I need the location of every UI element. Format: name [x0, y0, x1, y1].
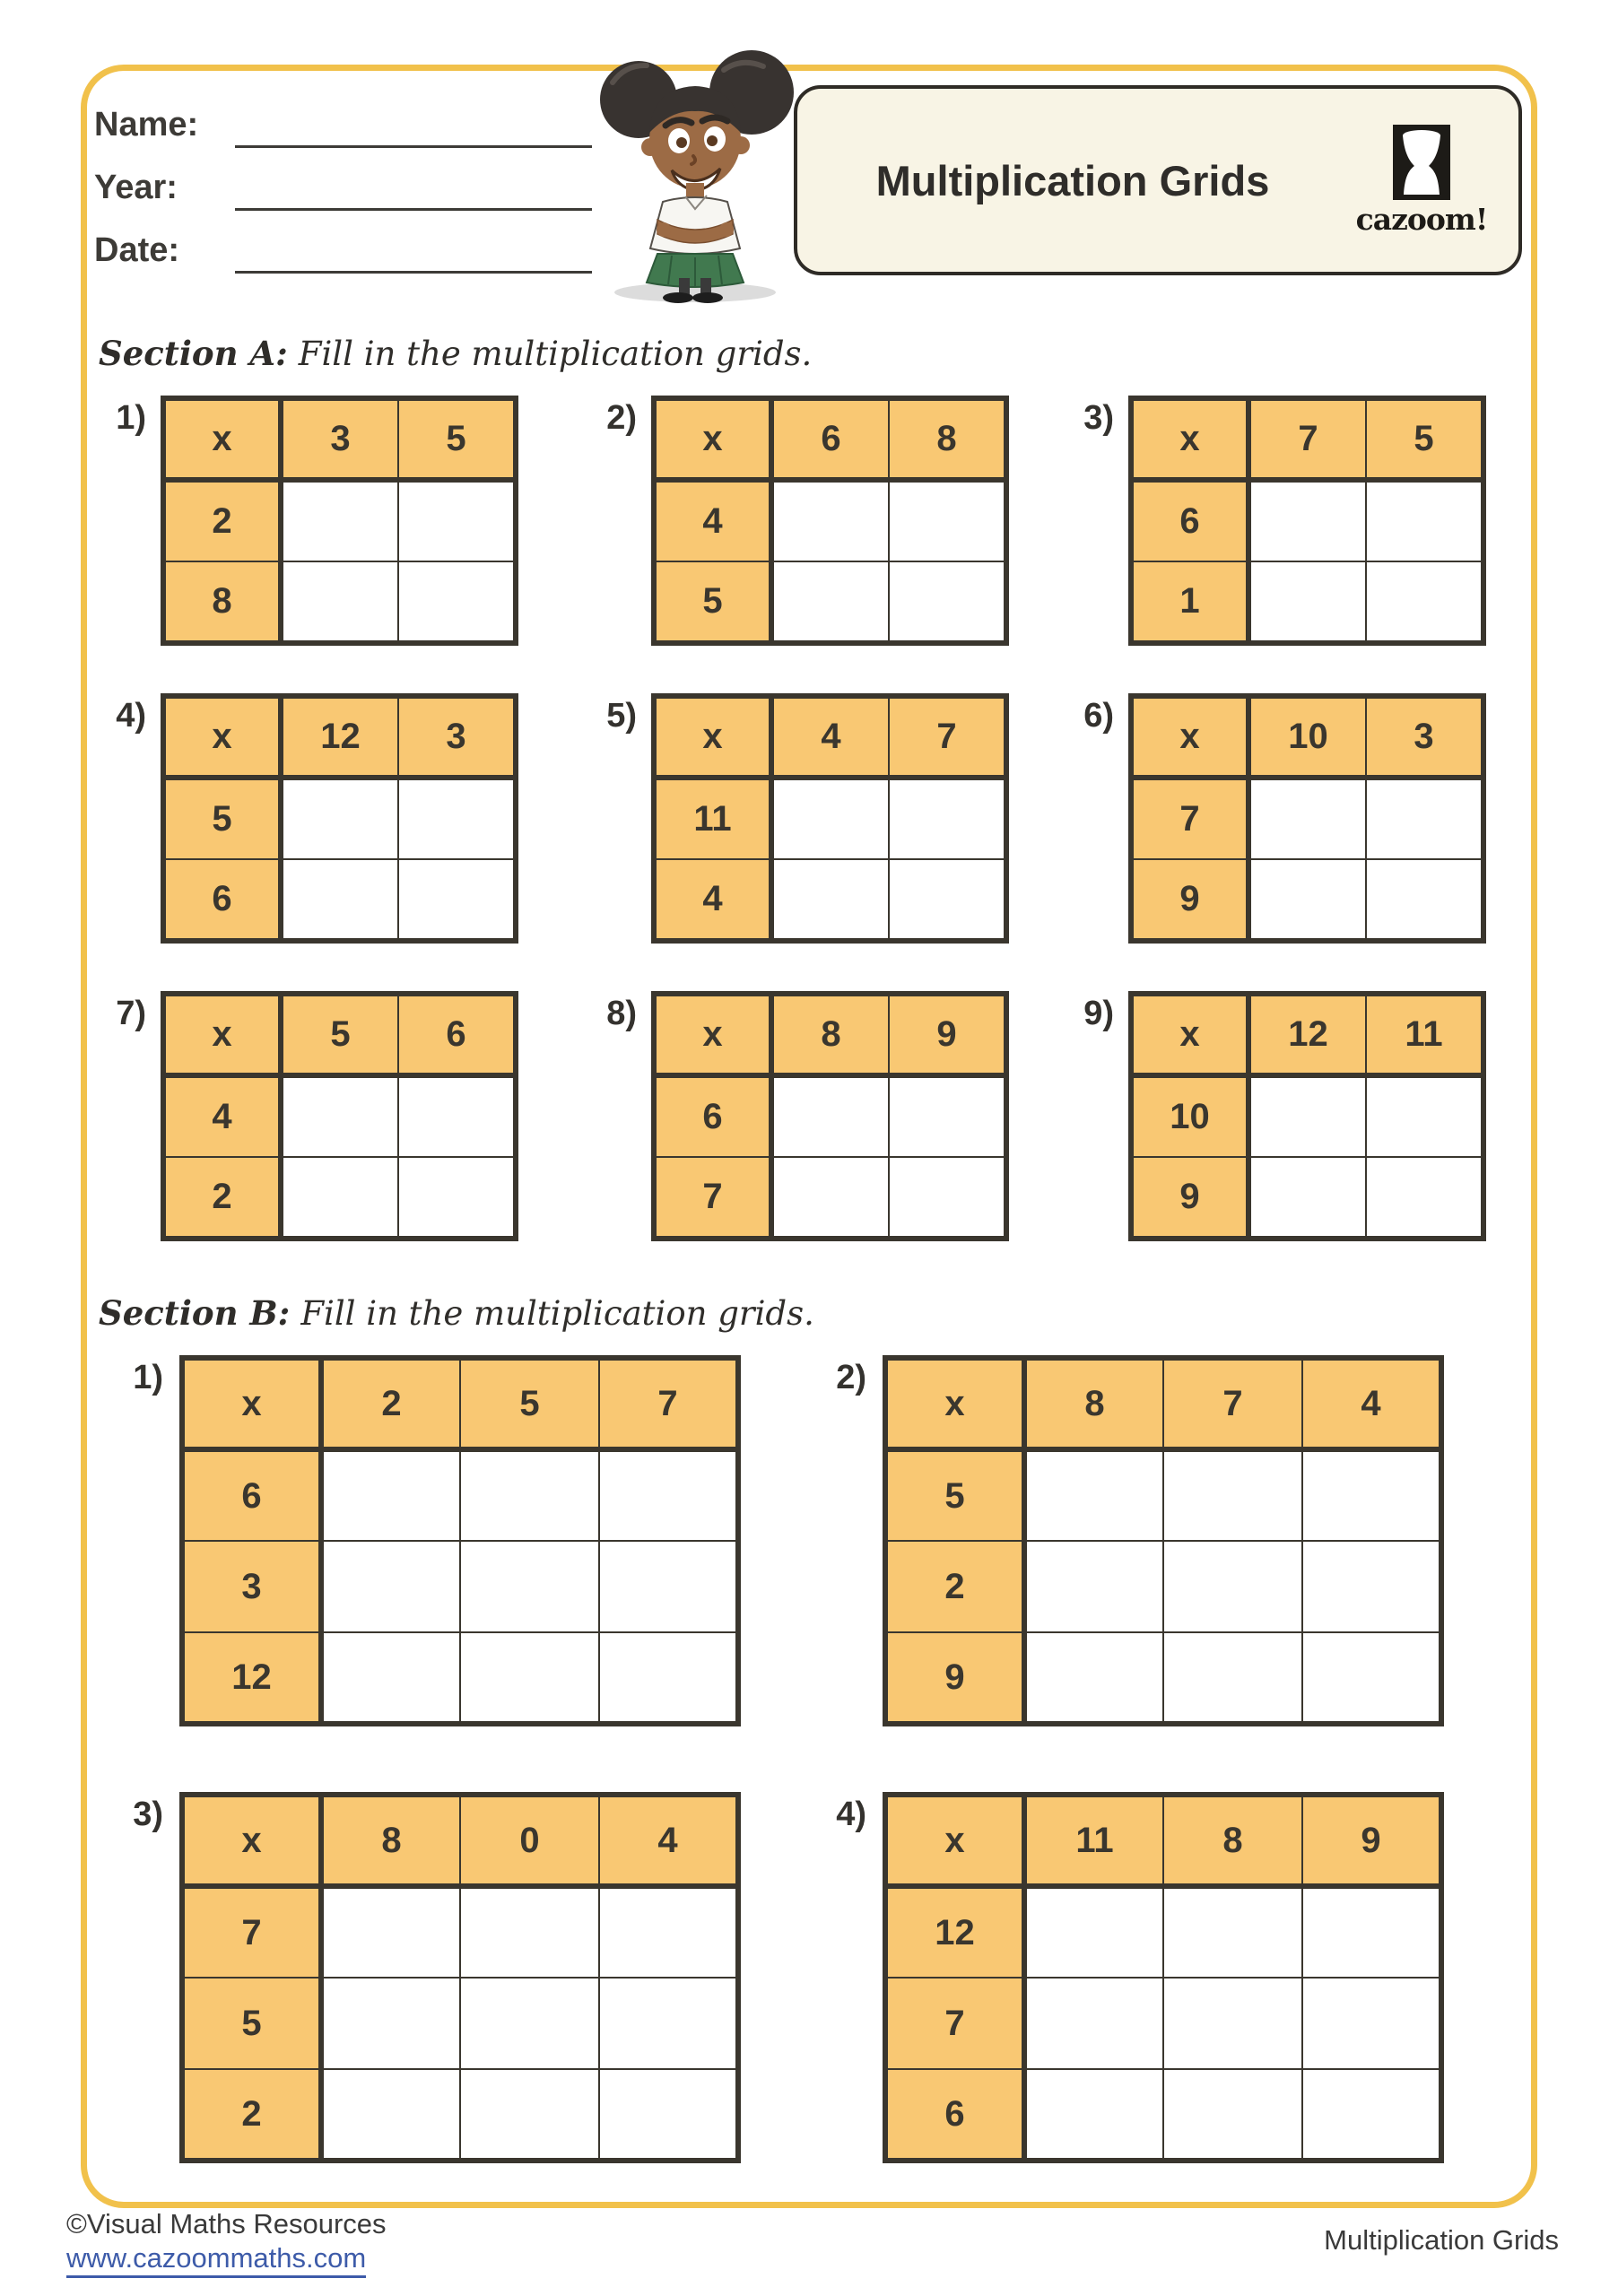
- grid-block-a9: [1069, 991, 1486, 1241]
- grid-number-label: 6): [1083, 697, 1114, 735]
- cazoom-drum-icon: [1393, 125, 1450, 200]
- grid-number-label: 4): [836, 1796, 866, 1833]
- grid-answer-cell: [460, 1449, 599, 1541]
- page-title: Multiplication Grids: [875, 156, 1270, 204]
- grid-answer-cell: [321, 1449, 460, 1541]
- grid-answer-cell: [1024, 1541, 1163, 1632]
- grid-answer-cell: [599, 1632, 738, 1724]
- grid-answer-cell: [889, 859, 1006, 941]
- mascot-girl-illustration: [578, 43, 816, 305]
- grid-row-header-cell: 3: [182, 1541, 321, 1632]
- grid-answer-cell: [889, 561, 1006, 643]
- grid-number-label: 8): [606, 995, 637, 1032]
- grid-answer-cell: [1163, 1632, 1302, 1724]
- grid-answer-cell: [1163, 1449, 1302, 1541]
- grid-column-header-cell: 3: [1366, 696, 1483, 778]
- grid-block-b1: [115, 1355, 741, 1726]
- grid-column-header-cell: 5: [398, 398, 516, 480]
- date-field-line: [235, 271, 592, 274]
- grid-column-header-cell: 8: [1163, 1795, 1302, 1886]
- grid-row-header-cell: 4: [654, 859, 771, 941]
- grid-number-label: 9): [1083, 995, 1114, 1032]
- grid-answer-cell: [1366, 778, 1483, 859]
- grid-column-header-cell: 8: [1024, 1358, 1163, 1449]
- grid-answer-cell: [1302, 2069, 1441, 2161]
- grid-column-header-cell: 11: [1024, 1795, 1163, 1886]
- grid-answer-cell: [771, 480, 889, 561]
- multiplication-grid: [161, 693, 518, 944]
- grid-operator-cell: x: [654, 994, 771, 1075]
- grid-answer-cell: [1366, 1075, 1483, 1157]
- section-a-heading: [99, 334, 812, 373]
- grid-answer-cell: [281, 480, 398, 561]
- grid-column-header-cell: 8: [321, 1795, 460, 1886]
- grid-row-header-cell: 12: [885, 1886, 1024, 1978]
- grid-column-header-cell: 5: [281, 994, 398, 1075]
- grid-operator-cell: x: [1131, 398, 1248, 480]
- grid-answer-cell: [1248, 1157, 1366, 1239]
- grid-number-label: 2): [606, 399, 637, 437]
- grid-column-header-cell: 0: [460, 1795, 599, 1886]
- grid-block-b2: [818, 1355, 1444, 1726]
- grid-answer-cell: [771, 778, 889, 859]
- cazoom-logo-text: cazoom!: [1355, 201, 1488, 237]
- grid-row-header-cell: 2: [163, 480, 281, 561]
- grid-answer-cell: [1366, 480, 1483, 561]
- grid-column-header-cell: 7: [889, 696, 1006, 778]
- grid-answer-cell: [599, 1978, 738, 2069]
- title-panel: [794, 85, 1522, 275]
- grid-answer-cell: [771, 561, 889, 643]
- grid-answer-cell: [398, 859, 516, 941]
- grid-answer-cell: [281, 859, 398, 941]
- grid-column-header-cell: 7: [1163, 1358, 1302, 1449]
- grid-answer-cell: [1024, 2069, 1163, 2161]
- grid-column-header-cell: 4: [599, 1795, 738, 1886]
- grid-block-a4: [101, 693, 518, 944]
- grid-answer-cell: [1302, 1886, 1441, 1978]
- multiplication-grid: [1128, 396, 1486, 646]
- section-b-label: Section B:: [99, 1293, 291, 1333]
- grid-answer-cell: [321, 2069, 460, 2161]
- grid-answer-cell: [771, 1075, 889, 1157]
- grid-answer-cell: [1163, 1886, 1302, 1978]
- grid-row-header-cell: 9: [885, 1632, 1024, 1724]
- grid-row-header-cell: 2: [885, 1541, 1024, 1632]
- year-field-line: [235, 208, 592, 211]
- grid-column-header-cell: 2: [321, 1358, 460, 1449]
- grid-answer-cell: [1024, 1886, 1163, 1978]
- grid-row-header-cell: 8: [163, 561, 281, 643]
- grid-row-header-cell: 11: [654, 778, 771, 859]
- grid-answer-cell: [398, 1075, 516, 1157]
- grid-answer-cell: [1248, 480, 1366, 561]
- grid-answer-cell: [1366, 1157, 1483, 1239]
- section-b-instruction: Fill in the multiplication grids.: [300, 1294, 814, 1333]
- grid-column-header-cell: 4: [771, 696, 889, 778]
- grid-block-a5: [592, 693, 1009, 944]
- grid-operator-cell: x: [163, 994, 281, 1075]
- grid-row-header-cell: 9: [1131, 1157, 1248, 1239]
- grid-answer-cell: [1163, 1978, 1302, 2069]
- grid-block-a8: [592, 991, 1009, 1241]
- multiplication-grid: [1128, 991, 1486, 1241]
- footer-document-title: Multiplication Grids: [1324, 2224, 1559, 2256]
- grid-row-header-cell: 5: [182, 1978, 321, 2069]
- grid-column-header-cell: 3: [281, 398, 398, 480]
- section-a-instruction: Fill in the multiplication grids.: [298, 335, 813, 373]
- multiplication-grid: [651, 991, 1009, 1241]
- grid-row-header-cell: 5: [885, 1449, 1024, 1541]
- grid-answer-cell: [281, 1075, 398, 1157]
- grid-number-label: 5): [606, 697, 637, 735]
- section-b-heading: [99, 1293, 814, 1333]
- grid-answer-cell: [599, 1886, 738, 1978]
- grid-operator-cell: x: [1131, 696, 1248, 778]
- grid-answer-cell: [1248, 1075, 1366, 1157]
- grid-answer-cell: [281, 561, 398, 643]
- grid-answer-cell: [321, 1541, 460, 1632]
- grid-column-header-cell: 12: [281, 696, 398, 778]
- multiplication-grid: [179, 1792, 741, 2163]
- grid-answer-cell: [1248, 561, 1366, 643]
- grid-answer-cell: [321, 1632, 460, 1724]
- name-field-line: [235, 145, 592, 148]
- grid-answer-cell: [1366, 859, 1483, 941]
- grid-answer-cell: [1248, 859, 1366, 941]
- year-field-label: Year:: [94, 169, 178, 206]
- grid-column-header-cell: 5: [460, 1358, 599, 1449]
- grid-row-header-cell: 10: [1131, 1075, 1248, 1157]
- grid-block-a1: [101, 396, 518, 646]
- grid-column-header-cell: 10: [1248, 696, 1366, 778]
- grid-number-label: 7): [116, 995, 146, 1032]
- grid-row-header-cell: 6: [654, 1075, 771, 1157]
- cazoom-logo: [1348, 125, 1518, 237]
- grid-block-a6: [1069, 693, 1486, 944]
- grid-column-header-cell: 8: [889, 398, 1006, 480]
- grid-answer-cell: [599, 1449, 738, 1541]
- name-field-label: Name:: [94, 106, 199, 144]
- grid-operator-cell: x: [182, 1358, 321, 1449]
- grid-answer-cell: [398, 480, 516, 561]
- section-a-label: Section A:: [99, 334, 288, 373]
- grid-row-header-cell: 2: [182, 2069, 321, 2161]
- grid-row-header-cell: 2: [163, 1157, 281, 1239]
- grid-block-b4: [818, 1792, 1444, 2163]
- multiplication-grid: [883, 1792, 1444, 2163]
- grid-column-header-cell: 9: [889, 994, 1006, 1075]
- grid-column-header-cell: 3: [398, 696, 516, 778]
- grid-answer-cell: [889, 778, 1006, 859]
- grid-operator-cell: x: [163, 398, 281, 480]
- grid-row-header-cell: 7: [885, 1978, 1024, 2069]
- grid-row-header-cell: 7: [182, 1886, 321, 1978]
- grid-answer-cell: [1024, 1632, 1163, 1724]
- grid-operator-cell: x: [182, 1795, 321, 1886]
- grid-column-header-cell: 7: [1248, 398, 1366, 480]
- grid-answer-cell: [460, 1632, 599, 1724]
- grid-row-header-cell: 6: [163, 859, 281, 941]
- grid-row-header-cell: 5: [163, 778, 281, 859]
- grid-row-header-cell: 7: [1131, 778, 1248, 859]
- grid-row-header-cell: 1: [1131, 561, 1248, 643]
- multiplication-grid: [161, 991, 518, 1241]
- multiplication-grid: [1128, 693, 1486, 944]
- grid-answer-cell: [889, 1075, 1006, 1157]
- grid-column-header-cell: 12: [1248, 994, 1366, 1075]
- grid-operator-cell: x: [654, 398, 771, 480]
- grid-column-header-cell: 8: [771, 994, 889, 1075]
- grid-block-b3: [115, 1792, 741, 2163]
- grid-answer-cell: [321, 1886, 460, 1978]
- grid-answer-cell: [398, 778, 516, 859]
- date-field-label: Date:: [94, 231, 180, 269]
- multiplication-grid: [179, 1355, 741, 1726]
- grid-answer-cell: [1248, 778, 1366, 859]
- grid-answer-cell: [1302, 1978, 1441, 2069]
- grid-block-a2: [592, 396, 1009, 646]
- grid-row-header-cell: 4: [163, 1075, 281, 1157]
- grid-operator-cell: x: [163, 696, 281, 778]
- multiplication-grid: [651, 396, 1009, 646]
- grid-block-a7: [101, 991, 518, 1241]
- grid-column-header-cell: 11: [1366, 994, 1483, 1075]
- grid-column-header-cell: 5: [1366, 398, 1483, 480]
- grid-row-header-cell: 6: [1131, 480, 1248, 561]
- grid-column-header-cell: 4: [1302, 1358, 1441, 1449]
- grid-answer-cell: [398, 1157, 516, 1239]
- grid-block-a3: [1069, 396, 1486, 646]
- website-link[interactable]: www.cazoommaths.com: [66, 2242, 366, 2278]
- grid-number-label: 3): [133, 1796, 163, 1833]
- grid-answer-cell: [1163, 2069, 1302, 2161]
- grid-row-header-cell: 5: [654, 561, 771, 643]
- multiplication-grid: [161, 396, 518, 646]
- grid-answer-cell: [1024, 1978, 1163, 2069]
- grid-answer-cell: [599, 1541, 738, 1632]
- grid-operator-cell: x: [885, 1358, 1024, 1449]
- grid-answer-cell: [1302, 1449, 1441, 1541]
- grid-answer-cell: [460, 2069, 599, 2161]
- grid-number-label: 1): [116, 399, 146, 437]
- grid-row-header-cell: 7: [654, 1157, 771, 1239]
- grid-column-header-cell: 9: [1302, 1795, 1441, 1886]
- grid-row-header-cell: 6: [182, 1449, 321, 1541]
- grid-number-label: 2): [836, 1359, 866, 1396]
- grid-answer-cell: [281, 778, 398, 859]
- grid-operator-cell: x: [885, 1795, 1024, 1886]
- grid-answer-cell: [398, 561, 516, 643]
- grid-answer-cell: [281, 1157, 398, 1239]
- copyright-text: ©Visual Maths Resources: [66, 2208, 387, 2239]
- grid-answer-cell: [460, 1978, 599, 2069]
- grid-operator-cell: x: [1131, 994, 1248, 1075]
- grid-number-label: 4): [116, 697, 146, 735]
- grid-answer-cell: [771, 1157, 889, 1239]
- grid-operator-cell: x: [654, 696, 771, 778]
- grid-row-header-cell: 4: [654, 480, 771, 561]
- grid-answer-cell: [1163, 1541, 1302, 1632]
- grid-answer-cell: [321, 1978, 460, 2069]
- grid-row-header-cell: 9: [1131, 859, 1248, 941]
- grid-number-label: 3): [1083, 399, 1114, 437]
- grid-column-header-cell: 7: [599, 1358, 738, 1449]
- grid-row-header-cell: 12: [182, 1632, 321, 1724]
- grid-answer-cell: [1024, 1449, 1163, 1541]
- grid-answer-cell: [460, 1886, 599, 1978]
- grid-column-header-cell: 6: [398, 994, 516, 1075]
- grid-answer-cell: [889, 1157, 1006, 1239]
- grid-column-header-cell: 6: [771, 398, 889, 480]
- grid-number-label: 1): [133, 1359, 163, 1396]
- grid-answer-cell: [460, 1541, 599, 1632]
- grid-answer-cell: [599, 2069, 738, 2161]
- multiplication-grid: [651, 693, 1009, 944]
- grid-answer-cell: [889, 480, 1006, 561]
- grid-answer-cell: [771, 859, 889, 941]
- grid-row-header-cell: 6: [885, 2069, 1024, 2161]
- grid-answer-cell: [1302, 1632, 1441, 1724]
- multiplication-grid: [883, 1355, 1444, 1726]
- grid-answer-cell: [1366, 561, 1483, 643]
- grid-answer-cell: [1302, 1541, 1441, 1632]
